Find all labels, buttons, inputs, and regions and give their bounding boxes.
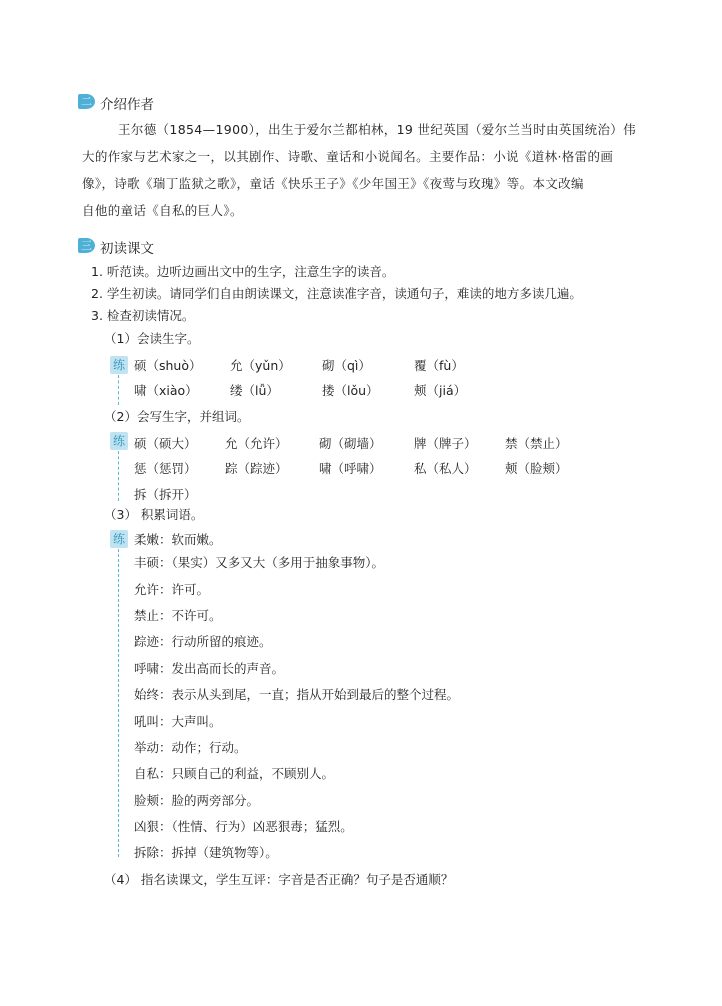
write-char-item: 砌（砌墙） (319, 436, 382, 451)
read-char-item: 覆（fù） (414, 358, 464, 373)
write-char-item: 硕（硕大） (134, 436, 197, 451)
vocab-item: 踪迹：行动所留的痕迹。 (134, 634, 272, 649)
write-char-item: 牌（牌子） (414, 436, 477, 451)
write-char-item: 拆（拆开） (134, 487, 197, 502)
substep-vocab: （3） 积累词语。 (104, 507, 204, 522)
intro-line: 像》，诗歌《瑞丁监狱之歌》，童话《快乐王子》《少年国王》《夜莺与玫瑰》等。本文改编 (82, 176, 584, 191)
substep-read-chars: （1）会读生字。 (104, 331, 200, 346)
vocab-item: 凶狠：（性情、行为）凶恶狠毒；猛烈。 (134, 819, 353, 834)
intro-line: 自他的童话《自私的巨人》。 (82, 203, 243, 218)
read-char-item: 搂（lǒu） (322, 383, 379, 398)
section-title-author: 介绍作者 (100, 97, 154, 113)
vocab-item: 允许：许可。 (134, 582, 210, 597)
practice-tag-icon: 练 (110, 356, 128, 374)
practice-tag-icon: 练 (110, 432, 128, 450)
step-item: 2. 学生初读。请同学们自由朗读课文，注意读准字音，读通句子，难读的地方多读几遍。 (91, 286, 582, 301)
vocab-item: 始终：表示从头到尾，一直；指从开始到最后的整个过程。 (134, 687, 460, 702)
section-title-first-reading: 初读课文 (100, 241, 154, 257)
write-char-item: 允（允许） (225, 436, 288, 451)
intro-line: 王尔德（1854—1900），出生于爱尔兰都柏林，19 世纪英国（爱尔兰当时由英国统治）伟 (118, 122, 637, 137)
vocab-item: 丰硕：（果实）又多又大（多用于抽象事物）。 (134, 555, 385, 570)
substep-write-chars: （2）会写生字，并组词。 (104, 409, 250, 424)
vocab-item: 拆除：拆掉（建筑物等）。 (134, 845, 278, 860)
dashed-guide-line (118, 549, 119, 857)
read-char-item: 允（yǔn） (230, 358, 291, 373)
section-number-badge: 三 (78, 238, 95, 253)
write-char-item: 颊（脸颊） (505, 461, 568, 476)
write-char-item: 啸（呼啸） (319, 461, 382, 476)
intro-line: 大的作家与艺术家之一，以其剧作、诗歌、童话和小说闻名。主要作品：小说《道林·格雷的画 (82, 149, 614, 164)
write-char-item: 惩（惩罚） (134, 461, 197, 476)
vocab-item: 柔嫩：软而嫩。 (134, 532, 222, 547)
read-char-item: 硕（shuò） (134, 358, 202, 373)
vocab-item: 吼叫：大声叫。 (134, 714, 222, 729)
vocab-item: 呼啸：发出高而长的声音。 (134, 661, 285, 676)
section-number-badge: 二 (78, 94, 95, 109)
vocab-item: 禁止：不许可。 (134, 608, 222, 623)
read-char-item: 啸（xiào） (134, 383, 198, 398)
dashed-guide-line (118, 375, 119, 405)
write-char-item: 禁（禁止） (505, 436, 568, 451)
read-char-item: 缕（lǚ） (230, 383, 279, 398)
dashed-guide-line (118, 451, 119, 501)
vocab-item: 举动：动作；行动。 (134, 740, 247, 755)
write-char-item: 私（私人） (414, 461, 477, 476)
write-char-item: 踪（踪迹） (225, 461, 288, 476)
step-item: 1. 听范读。边听边画出文中的生字，注意生字的读音。 (91, 264, 395, 279)
substep-peer-review: （4） 指名读课文，学生互评：字音是否正确？句子是否通顺？ (104, 872, 454, 887)
vocab-item: 脸颊：脸的两旁部分。 (134, 793, 260, 808)
practice-tag-icon: 练 (110, 530, 128, 548)
read-char-item: 颊（jiá） (414, 383, 467, 398)
vocab-item: 自私：只顾自己的利益，不顾别人。 (134, 766, 335, 781)
read-char-item: 砌（qì） (322, 358, 371, 373)
step-item: 3. 检查初读情况。 (91, 308, 195, 323)
